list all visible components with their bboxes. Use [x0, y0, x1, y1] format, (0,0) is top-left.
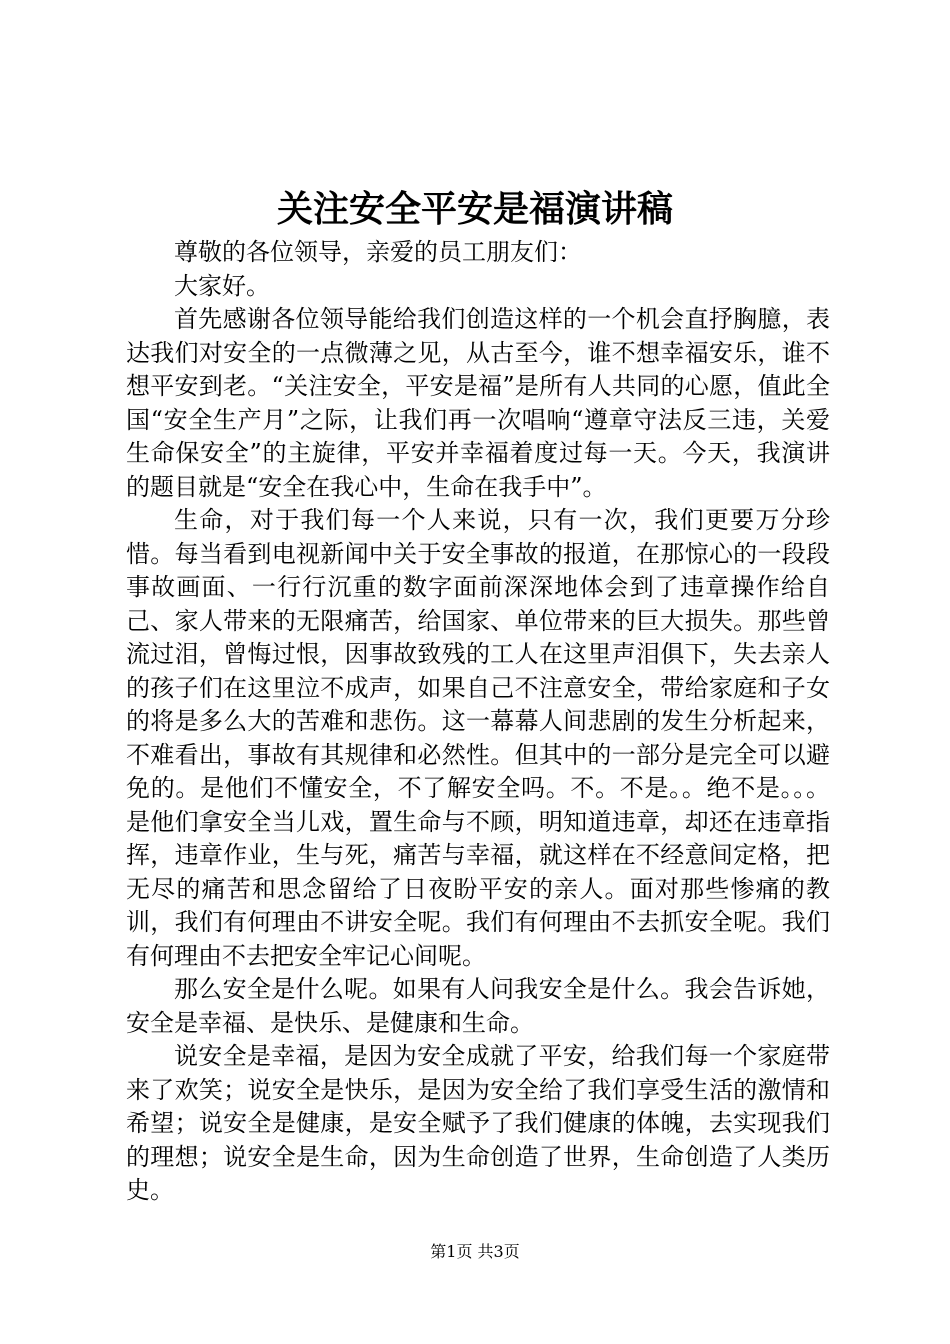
body-paragraph: 生命，对于我们每一个人来说，只有一次，我们更要万分珍惜。每当看到电视新闻中关于安全事故的报道，在那惊心的一段段事故画面、一行行沉重的数字面前深深地体会到了违章操作给自己、家人带来的无限痛苦，给国家、单位带来的巨大损失。那些曾流过泪，曾悔过恨，因事故致残的工人在这里声泪俱下，失去亲人的孩子们在这里泣不成声，如果自己不注意安全，带给家庭和子女的将是多么大的苦难和悲伤。这一幕幕人间悲剧的发生分析起来，不难看出，事故有其规律和必然性。但其中的一部分是完全可以避免的。是他们不懂安全，不了解安全吗。不。不是。。绝不是。。。是他们拿安全当儿戏，置生命与不顾，明知道违章，却还在违章指挥，违章作业，生与死，痛苦与幸福，就这样在不经意间定格，把无尽的痛苦和思念留给了日夜盼平安的亲人。面对那些惨痛的教训，我们有何理由不讲安全呢。我们有何理由不去抓安全呢。我们有何理由不去把安全牢记心间呢。 — [126, 506, 830, 970]
salutation-paragraph: 尊敬的各位领导，亲爱的员工朋友们： — [174, 238, 582, 266]
document-body — [126, 236, 830, 1208]
document-title: 关注安全平安是福演讲稿 — [276, 188, 673, 230]
page-number-footer: 第1页 共3页 — [430, 1242, 520, 1261]
body-paragraph: 那么安全是什么呢。如果有人问我安全是什么。我会告诉她，安全是幸福、是快乐、是健康和生命。 — [126, 975, 830, 1037]
body-paragraph: 首先感谢各位领导能给我们创造这样的一个机会直抒胸臆，表达我们对安全的一点微薄之见，从古至今，谁不想幸福安乐，谁不想平安到老。“关注安全，平安是福”是所有人共同的心愿，值此全国“安全生产月”之际，让我们再一次唱响“遵章守法反三违，关爱生命保安全”的主旋律，平安并幸福着度过每一天。今天，我演讲的题目就是“安全在我心中，生命在我手中”。 — [126, 305, 830, 501]
body-paragraph: 说安全是幸福，是因为安全成就了平安，给我们每一个家庭带来了欢笑；说安全是快乐，是因为安全给了我们享受生活的激情和希望；说安全是健康，是安全赋予了我们健康的体魄，去实现我们的理想；说安全是生命，因为生命创造了世界，生命创造了人类历史。 — [126, 1042, 830, 1204]
greeting-paragraph: 大家好。 — [174, 271, 270, 300]
